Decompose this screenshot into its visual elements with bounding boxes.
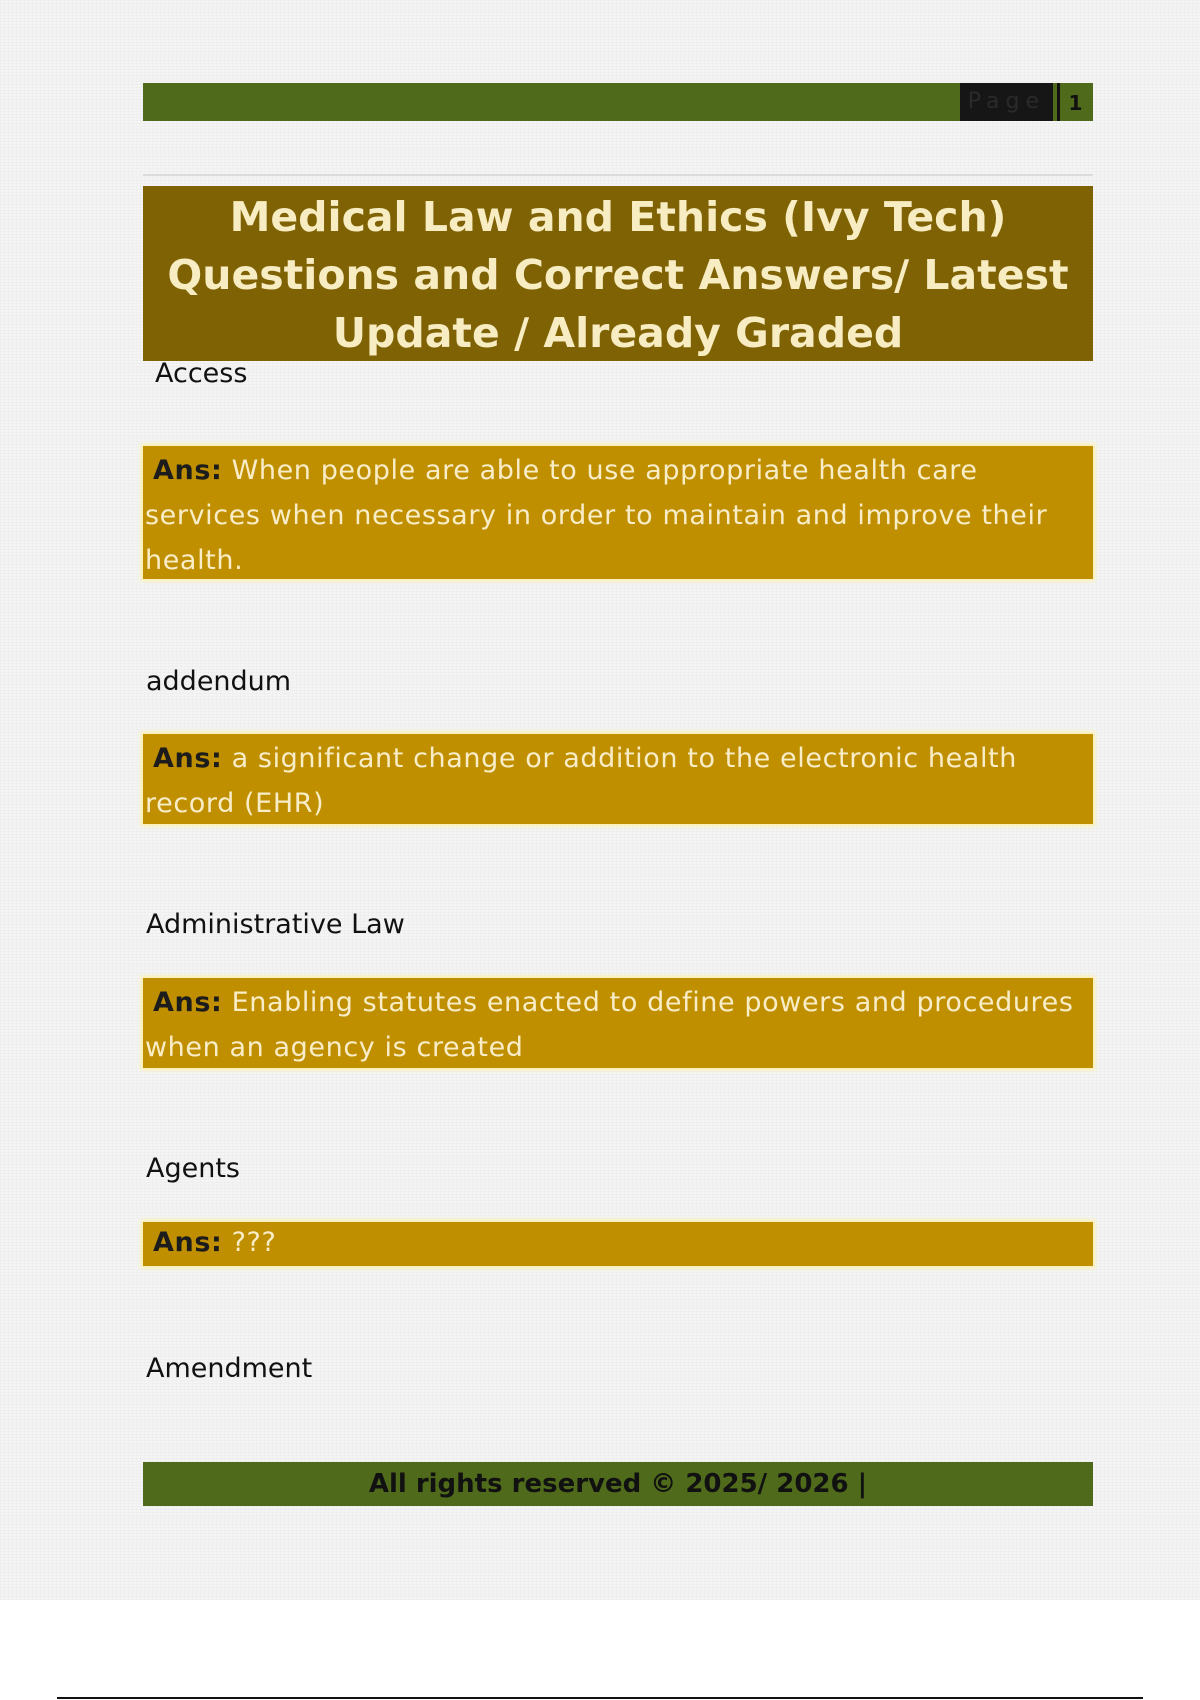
answer-label: Ans: <box>153 455 223 486</box>
answer-text: Enabling statutes enacted to define powers and procedures when an agency is created <box>145 987 1074 1063</box>
answer-label: Ans: <box>153 987 223 1018</box>
bottom-divider <box>57 1697 1143 1699</box>
footer-bar <box>143 1462 1093 1506</box>
answer-text: When people are able to use appropriate health care services when necessary in order to maintain and improve their health. <box>145 455 1048 576</box>
footer-copyright: All rights reserved © 2025/ 2026 | <box>368 1469 868 1499</box>
title-line-3: Update / Already Graded <box>332 309 904 357</box>
term-addendum: addendum <box>146 666 292 697</box>
answer-agents <box>143 1222 1093 1266</box>
answer-label: Ans: <box>153 1227 223 1258</box>
term-administrative-law: Administrative Law <box>146 909 405 940</box>
title-line-2: Questions and Correct Answers/ Latest <box>167 251 1069 299</box>
header-bar <box>143 83 1093 121</box>
page-label: Page <box>960 83 1053 121</box>
answer-addendum <box>143 734 1093 824</box>
answer-text: ??? <box>231 1227 277 1258</box>
page-number: 1 <box>1057 83 1091 121</box>
term-access: Access <box>155 358 248 389</box>
answer-label: Ans: <box>153 743 223 774</box>
document-title <box>143 186 1093 361</box>
title-line-1: Medical Law and Ethics (Ivy Tech) <box>229 193 1007 241</box>
header-divider <box>143 174 1093 176</box>
answer-access <box>143 446 1093 579</box>
term-amendment: Amendment <box>146 1353 313 1384</box>
answer-administrative-law <box>143 978 1093 1068</box>
answer-text: a significant change or addition to the electronic health record (EHR) <box>145 743 1017 819</box>
term-agents: Agents <box>146 1153 240 1184</box>
